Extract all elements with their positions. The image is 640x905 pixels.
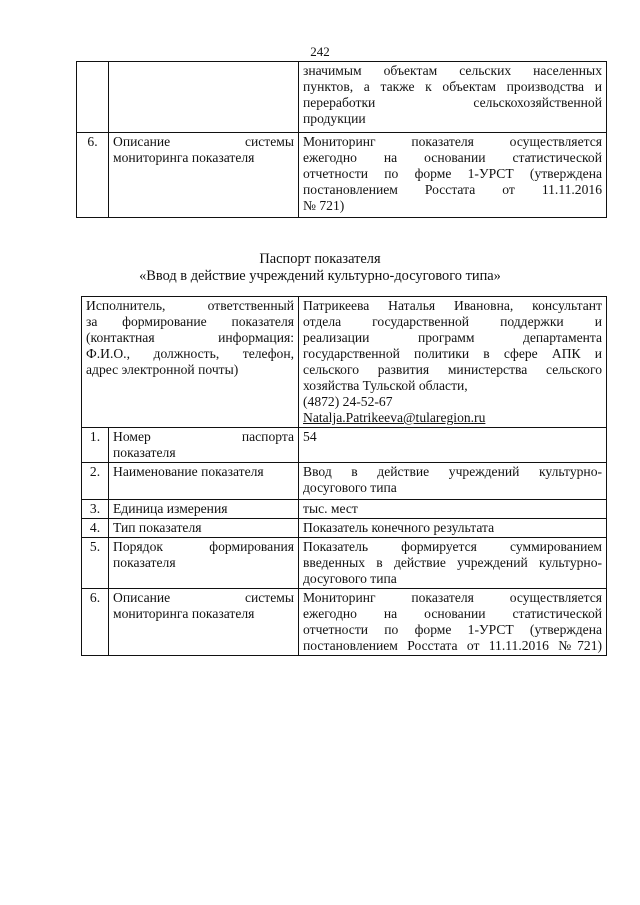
row-value	[299, 589, 607, 656]
value-line: введенных в действие учреждений культурно-	[303, 555, 603, 570]
label-line: показателя	[113, 555, 176, 570]
value-line: 54	[303, 429, 317, 444]
row-value	[299, 500, 607, 519]
label-line: Единица измерения	[113, 501, 228, 516]
executor-value	[299, 297, 607, 428]
row-label	[109, 538, 299, 589]
table-row	[77, 133, 607, 218]
label-line: Описание системы	[113, 590, 295, 605]
value-line: хозяйства Тульской области,	[303, 378, 468, 393]
value-line: № 721)	[303, 198, 345, 213]
value-line: отчетности по форме 1-УРСТ (утверждена	[303, 166, 602, 181]
executor-row	[82, 297, 607, 428]
label-line: (контактная информация:	[86, 330, 295, 345]
email-link[interactable]: Natalja.Patrikeeva@tularegion.ru	[303, 410, 486, 425]
row-label	[109, 62, 299, 133]
value-line: пунктов, а также к объектам производства и	[303, 79, 602, 94]
label-line: адрес электронной почты)	[86, 362, 239, 377]
value-line: Ввод в действие учреждений культурно-	[303, 464, 603, 479]
value-line: Показатель формируется суммированием	[303, 539, 603, 554]
value-line: сельского развития министерства сельского	[303, 362, 603, 377]
value-line: отчетности по форме 1-УРСТ (утверждена	[303, 622, 603, 637]
row-value	[299, 538, 607, 589]
value-line: переработки сельскохозяйственной	[303, 95, 602, 110]
value-line: отдела государственной поддержки и	[303, 314, 603, 329]
row-number: 3.	[82, 500, 109, 519]
row-number: 5.	[82, 538, 109, 589]
row-value	[299, 519, 607, 538]
value-line: ежегодно на основании статистической	[303, 606, 603, 621]
passport-title: Паспорт показателя	[259, 251, 381, 267]
value-line: продукции	[303, 111, 366, 126]
passport-table	[81, 296, 607, 656]
label-line: Номер паспорта	[113, 429, 295, 444]
row-label	[109, 133, 299, 218]
row-label	[109, 428, 299, 463]
value-line: значимым объектам сельских населенных	[303, 63, 602, 78]
table-row	[82, 538, 607, 589]
value-line: Показатель конечного результата	[303, 520, 495, 535]
label-line: Тип показателя	[113, 520, 202, 535]
label-line: Исполнитель, ответственный	[86, 298, 295, 313]
row-number: 2.	[82, 463, 109, 500]
label-line: Описание системы	[113, 134, 294, 149]
value-line: досугового типа	[303, 571, 397, 586]
row-value	[299, 463, 607, 500]
continuation-table	[76, 61, 607, 218]
label-line: Наименование показателя	[113, 464, 264, 479]
label-line: показателя	[113, 445, 176, 460]
value-line: Мониторинг показателя осуществляется	[303, 134, 602, 149]
value-line: государственной политики в сфере АПК и	[303, 346, 603, 361]
row-label	[109, 519, 299, 538]
row-number	[77, 62, 109, 133]
row-value	[299, 62, 607, 133]
value-line: реализации программ департамента	[303, 330, 603, 345]
row-number: 1.	[82, 428, 109, 463]
value-line: (4872) 24-52-67	[303, 394, 393, 409]
row-value	[299, 428, 607, 463]
label-line: мониторинга показателя	[113, 606, 255, 621]
value-line: Патрикеева Наталья Ивановна, консультант	[303, 298, 603, 313]
label-line: за формирование показателя	[86, 314, 295, 329]
label-line: Порядок формирования	[113, 539, 295, 554]
value-line: ежегодно на основании статистической	[303, 150, 602, 165]
executor-label	[82, 297, 299, 428]
table-row	[82, 500, 607, 519]
table-row	[82, 589, 607, 656]
label-line: Ф.И.О., должность, телефон,	[86, 346, 295, 361]
label-line: мониторинга показателя	[113, 150, 255, 165]
value-line: постановлением Росстата от 11.11.2016	[303, 182, 602, 197]
row-label	[109, 463, 299, 500]
row-number: 6.	[82, 589, 109, 656]
value-line: постановлением Росстата от 11.11.2016 №721)	[303, 638, 603, 653]
value-line: Мониторинг показателя осуществляется	[303, 590, 603, 605]
value-line: досугового типа	[303, 480, 397, 495]
table-row	[82, 428, 607, 463]
table-row	[82, 463, 607, 500]
row-value	[299, 133, 607, 218]
table-row	[82, 519, 607, 538]
passport-subtitle: «Ввод в действие учреждений культурно-досугового типа»	[139, 268, 501, 284]
value-line: тыс. мест	[303, 501, 358, 516]
row-number: 4.	[82, 519, 109, 538]
row-number: 6.	[77, 133, 109, 218]
row-label	[109, 589, 299, 656]
row-label	[109, 500, 299, 519]
table-row	[77, 62, 607, 133]
page-number: 242	[310, 44, 330, 59]
